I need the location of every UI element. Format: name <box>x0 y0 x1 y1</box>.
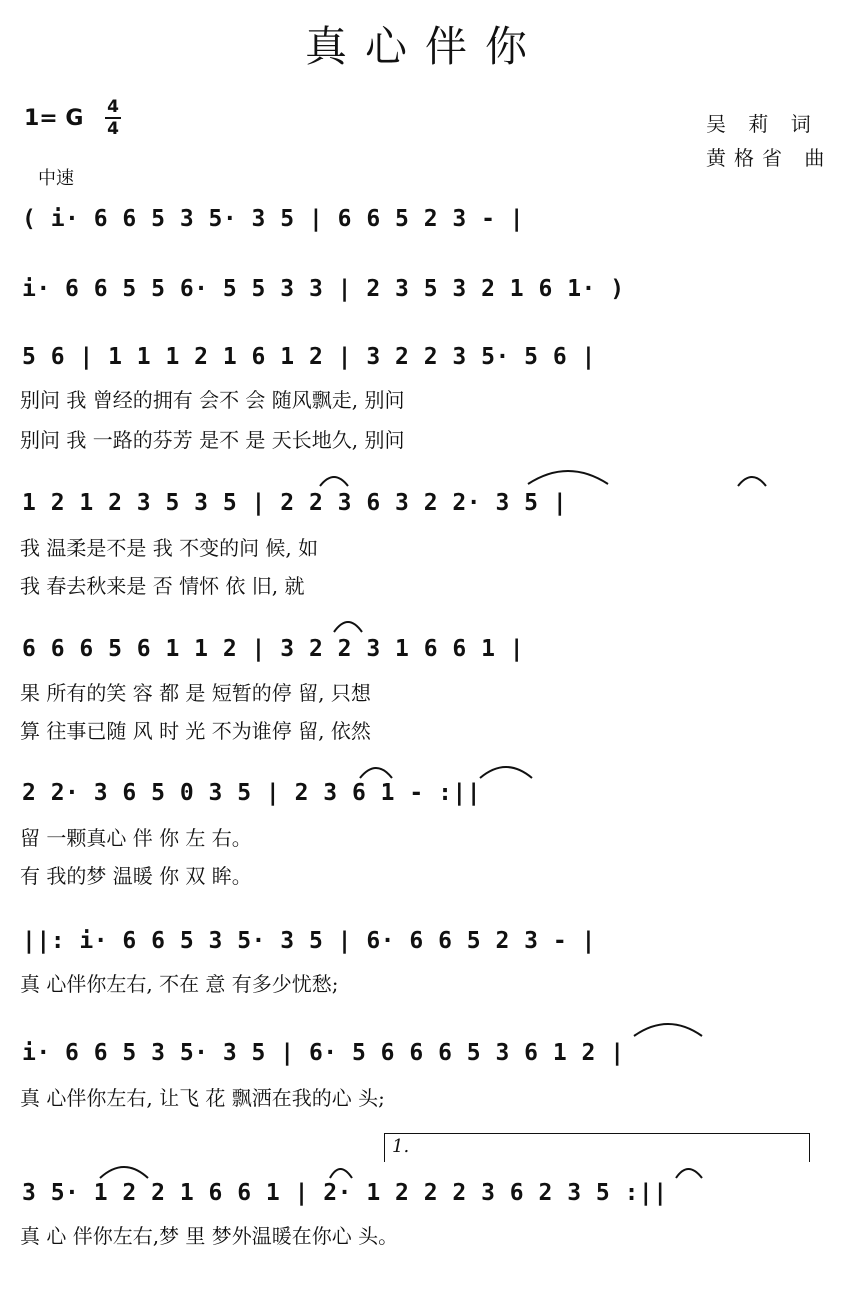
lyric-line-7: 真 心伴你左右, 不在 意 有多少忧愁; <box>20 972 339 996</box>
lyric-line-6a: 留 一颗真心 伴 你 左 右。 <box>20 826 252 850</box>
notation-line-7: ||: i· 6 6 5 3 5· 3 5 | 6· 6 6 5 2 3 - | <box>22 928 596 954</box>
lyricist-credit: 吴 莉 词 <box>706 112 819 136</box>
slur-8a <box>634 1024 702 1036</box>
slur-5a <box>334 622 362 632</box>
meter-bottom: 4 <box>107 119 119 139</box>
composer-credit: 黄格省 曲 <box>706 146 833 170</box>
lyric-line-4a: 我 温柔是不是 我 不变的问 候, 如 <box>20 536 319 560</box>
notation-line-8: i· 6 6 5 3 5· 3 5 | 6· 5 6 6 6 5 3 6 1 2 | <box>22 1040 625 1066</box>
lyric-line-8: 真 心伴你左右, 让飞 花 飘洒在我的心 头; <box>20 1086 385 1110</box>
notation-line-1: ( i· 6 6 5 3 5· 3 5 | 6 6 5 2 3 - | <box>22 206 525 232</box>
lyric-line-3a: 别问 我 曾经的拥有 会不 会 随风飘走, 别问 <box>20 388 405 412</box>
lyric-line-9: 真 心 伴你左右,梦 里 梦外温暖在你心 头。 <box>20 1224 399 1248</box>
notation-line-5: 6 6 6 5 6 1 1 2 | 3 2 2 3 1 6 6 1 | <box>22 636 525 662</box>
slur-4a <box>320 477 348 486</box>
notation-line-9: 3 5· 1 2 2 1 6 6 1 | 2· 1 2 2 2 3 6 2 3 5 :|| <box>22 1180 668 1206</box>
lyric-line-6b: 有 我的梦 温暖 你 双 眸。 <box>20 864 252 888</box>
notation-line-6: 2 2· 3 6 5 0 3 5 | 2 3 6 1 - :|| <box>22 780 482 806</box>
slur-9b <box>330 1169 352 1178</box>
volta-label: 1. <box>392 1136 410 1157</box>
meter-top: 4 <box>107 97 119 117</box>
slur-4c <box>738 477 766 486</box>
lyric-line-3b: 别问 我 一路的芬芳 是不 是 天长地久, 别问 <box>20 428 405 452</box>
key-signature: 1= G <box>24 106 84 131</box>
slur-6b <box>480 767 532 778</box>
slur-4b <box>528 471 608 484</box>
slur-9a <box>100 1167 148 1178</box>
lyric-line-4b: 我 春去秋来是 否 情怀 依 旧, 就 <box>20 574 305 598</box>
lyric-line-5b: 算 往事已随 风 时 光 不为谁停 留, 依然 <box>20 719 371 743</box>
slur-9c <box>676 1169 702 1178</box>
song-title: 真心伴你 <box>304 22 545 71</box>
slur-6a <box>360 768 392 778</box>
notation-line-4: 1 2 1 2 3 5 3 5 | 2 2 3 6 3 2 2· 3 5 | <box>22 490 568 516</box>
lyric-line-5a: 果 所有的笑 容 都 是 短暂的停 留, 只想 <box>20 681 371 705</box>
notation-line-3: 5 6 | 1 1 1 2 1 6 1 2 | 3 2 2 3 5· 5 6 | <box>22 344 596 370</box>
tempo-marking: 中速 <box>38 168 74 189</box>
notation-line-2: i· 6 6 5 5 6· 5 5 3 3 | 2 3 5 3 2 1 6 1· ) <box>22 276 625 302</box>
